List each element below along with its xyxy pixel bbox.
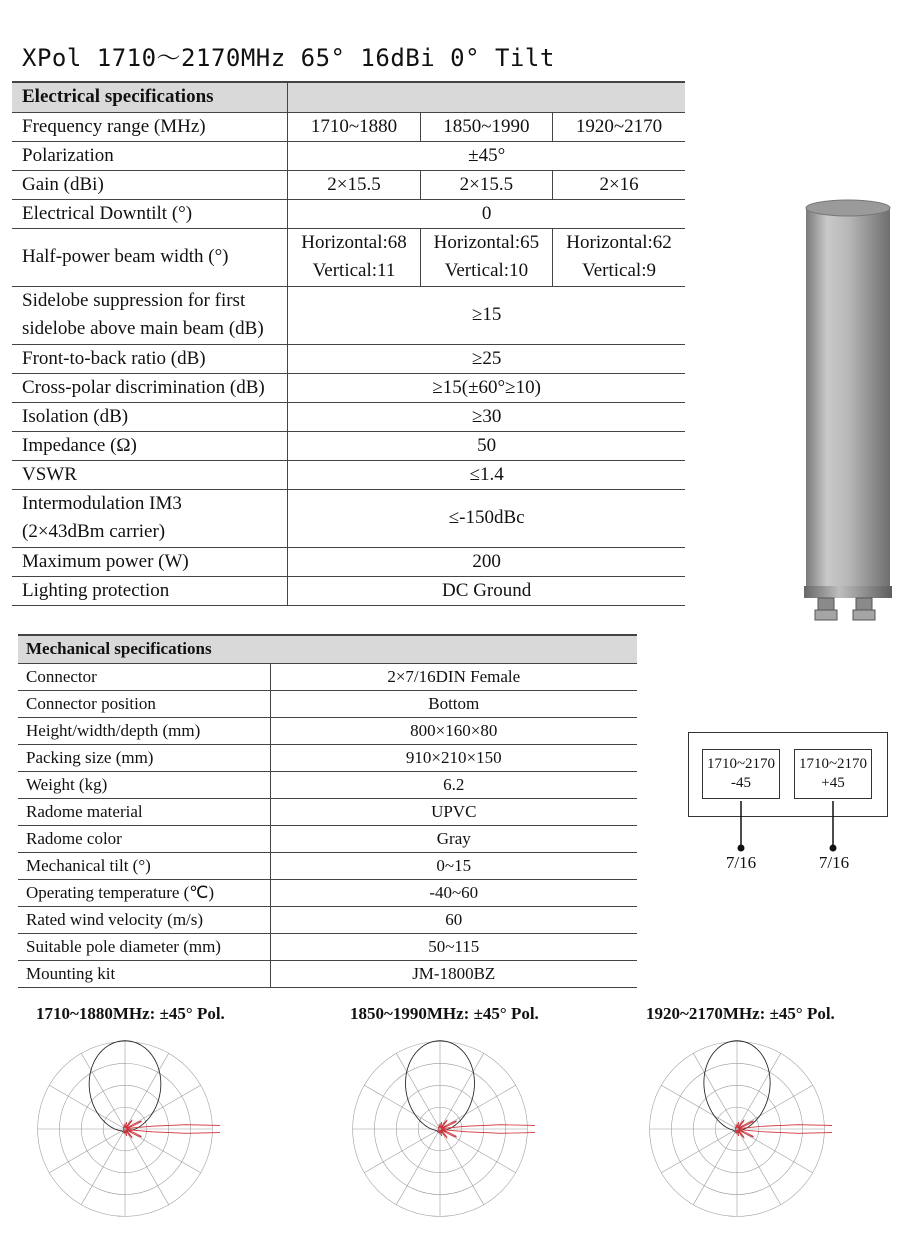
row-label: Packing size (mm) bbox=[18, 744, 270, 771]
port-diagram bbox=[688, 732, 888, 882]
port-polarization: -45 bbox=[731, 775, 751, 791]
cell-value: 1850~1990 bbox=[420, 112, 552, 141]
row-label bbox=[12, 286, 288, 344]
row-label: Electrical Downtilt (°) bbox=[12, 199, 288, 228]
cell-value: 2×7/16DIN Female bbox=[270, 663, 637, 690]
table-row bbox=[12, 199, 685, 228]
cell-value: 1710~1880 bbox=[288, 112, 420, 141]
cell-value: ≥25 bbox=[288, 344, 685, 373]
row-label: Cross-polar discrimination (dB) bbox=[12, 373, 288, 402]
table-row bbox=[12, 228, 685, 286]
cell-value: -40~60 bbox=[270, 879, 637, 906]
table-row bbox=[12, 344, 685, 373]
table-row bbox=[12, 402, 685, 431]
cell-value: ≤1.4 bbox=[288, 460, 685, 489]
row-label: Weight (kg) bbox=[18, 771, 270, 798]
cell-value: UPVC bbox=[270, 798, 637, 825]
row-label: Mechanical tilt (°) bbox=[18, 852, 270, 879]
port-box-minus45 bbox=[702, 749, 780, 799]
table-row bbox=[12, 460, 685, 489]
row-label: Half-power beam width (°) bbox=[12, 228, 288, 286]
table-row bbox=[12, 547, 685, 576]
cell-value: ±45° bbox=[288, 141, 685, 170]
cell-value: 910×210×150 bbox=[270, 744, 637, 771]
cell-value: 2×16 bbox=[553, 170, 685, 199]
port-band: 1710~2170 bbox=[798, 756, 868, 772]
table-row bbox=[12, 141, 685, 170]
hpbw-horizontal: Horizontal:68 bbox=[301, 232, 407, 253]
port-band: 1710~2170 bbox=[706, 756, 776, 772]
row-label: Maximum power (W) bbox=[12, 547, 288, 576]
table-row bbox=[12, 112, 685, 141]
table-row bbox=[12, 373, 685, 402]
hpbw-vertical: Vertical:9 bbox=[582, 260, 656, 281]
table-row bbox=[12, 576, 685, 605]
pattern-title: 1710~1880MHz: ±45° Pol. bbox=[36, 1004, 225, 1023]
table-row bbox=[12, 170, 685, 199]
row-label: Gain (dBi) bbox=[12, 170, 288, 199]
row-label-line: Sidelobe suppression for first bbox=[22, 290, 246, 311]
row-label: Radome color bbox=[18, 825, 270, 852]
table-row bbox=[18, 798, 637, 825]
cell-value: 2×15.5 bbox=[420, 170, 552, 199]
cell-value: Bottom bbox=[270, 690, 637, 717]
row-label: Connector position bbox=[18, 690, 270, 717]
cell-value: ≥30 bbox=[288, 402, 685, 431]
row-label: Frequency range (MHz) bbox=[12, 112, 288, 141]
radiation-pattern-1920 bbox=[642, 1034, 832, 1224]
table-row bbox=[18, 690, 637, 717]
hpbw-horizontal: Horizontal:65 bbox=[433, 232, 540, 253]
pattern-title: 1920~2170MHz: ±45° Pol. bbox=[646, 1004, 835, 1023]
electrical-header: Electrical specifications bbox=[12, 82, 288, 112]
mechanical-spec-table bbox=[18, 634, 637, 988]
table-header-row bbox=[18, 635, 637, 663]
row-label: Isolation (dB) bbox=[12, 402, 288, 431]
radiation-pattern-1850 bbox=[345, 1034, 535, 1224]
table-row bbox=[18, 663, 637, 690]
table-row bbox=[18, 771, 637, 798]
cell-value: DC Ground bbox=[288, 576, 685, 605]
table-row bbox=[18, 960, 637, 987]
radiation-pattern-1710 bbox=[30, 1034, 220, 1224]
cell-value bbox=[420, 228, 552, 286]
table-row bbox=[18, 906, 637, 933]
table-row bbox=[18, 717, 637, 744]
cell-value: ≥15(±60°≥10) bbox=[288, 373, 685, 402]
row-label: Connector bbox=[18, 663, 270, 690]
row-label bbox=[12, 489, 288, 547]
cell-value: ≤-150dBc bbox=[288, 489, 685, 547]
row-label: Polarization bbox=[12, 141, 288, 170]
table-row bbox=[18, 825, 637, 852]
cell-value: Gray bbox=[270, 825, 637, 852]
connector-label-left: 7/16 bbox=[725, 853, 757, 872]
row-label: Front-to-back ratio (dB) bbox=[12, 344, 288, 373]
hpbw-vertical: Vertical:11 bbox=[312, 260, 396, 281]
cell-value: JM-1800BZ bbox=[270, 960, 637, 987]
cell-value: 6.2 bbox=[270, 771, 637, 798]
connector-label-right: 7/16 bbox=[818, 853, 850, 872]
table-header-row bbox=[12, 82, 685, 112]
row-label: Height/width/depth (mm) bbox=[18, 717, 270, 744]
cell-value: 0~15 bbox=[270, 852, 637, 879]
antenna-illustration bbox=[800, 196, 896, 626]
table-row bbox=[12, 431, 685, 460]
row-label: Radome material bbox=[18, 798, 270, 825]
row-label-line: sidelobe above main beam (dB) bbox=[22, 318, 264, 339]
row-label-line: (2×43dBm carrier) bbox=[22, 521, 166, 542]
mechanical-header: Mechanical specifications bbox=[18, 635, 637, 663]
row-label-line: Intermodulation IM3 bbox=[22, 493, 182, 514]
table-row bbox=[18, 852, 637, 879]
row-label: Operating temperature (℃) bbox=[18, 879, 270, 906]
cell-value: 1920~2170 bbox=[553, 112, 685, 141]
port-polarization: +45 bbox=[821, 775, 845, 791]
cell-value: 800×160×80 bbox=[270, 717, 637, 744]
cell-value: 200 bbox=[288, 547, 685, 576]
port-box-plus45 bbox=[794, 749, 872, 799]
table-row bbox=[12, 286, 685, 344]
cell-value bbox=[288, 228, 420, 286]
page-title: XPol 1710～2170MHz 65° 16dBi 0° Tilt bbox=[22, 44, 555, 72]
cell-value: 0 bbox=[288, 199, 685, 228]
cell-value: 2×15.5 bbox=[288, 170, 420, 199]
hpbw-vertical: Vertical:10 bbox=[444, 260, 529, 281]
cell-value bbox=[553, 228, 685, 286]
table-row bbox=[18, 744, 637, 771]
cell-value: 50 bbox=[288, 431, 685, 460]
cell-value: 60 bbox=[270, 906, 637, 933]
table-row bbox=[18, 879, 637, 906]
row-label: VSWR bbox=[12, 460, 288, 489]
row-label: Mounting kit bbox=[18, 960, 270, 987]
hpbw-horizontal: Horizontal:62 bbox=[566, 232, 672, 253]
row-label: Suitable pole diameter (mm) bbox=[18, 933, 270, 960]
electrical-spec-table bbox=[12, 81, 685, 606]
row-label: Rated wind velocity (m/s) bbox=[18, 906, 270, 933]
table-row bbox=[12, 489, 685, 547]
pattern-title: 1850~1990MHz: ±45° Pol. bbox=[350, 1004, 539, 1023]
row-label: Impedance (Ω) bbox=[12, 431, 288, 460]
cell-value: ≥15 bbox=[288, 286, 685, 344]
row-label: Lighting protection bbox=[12, 576, 288, 605]
table-row bbox=[18, 933, 637, 960]
header-blank-cell bbox=[288, 82, 685, 112]
cell-value: 50~115 bbox=[270, 933, 637, 960]
